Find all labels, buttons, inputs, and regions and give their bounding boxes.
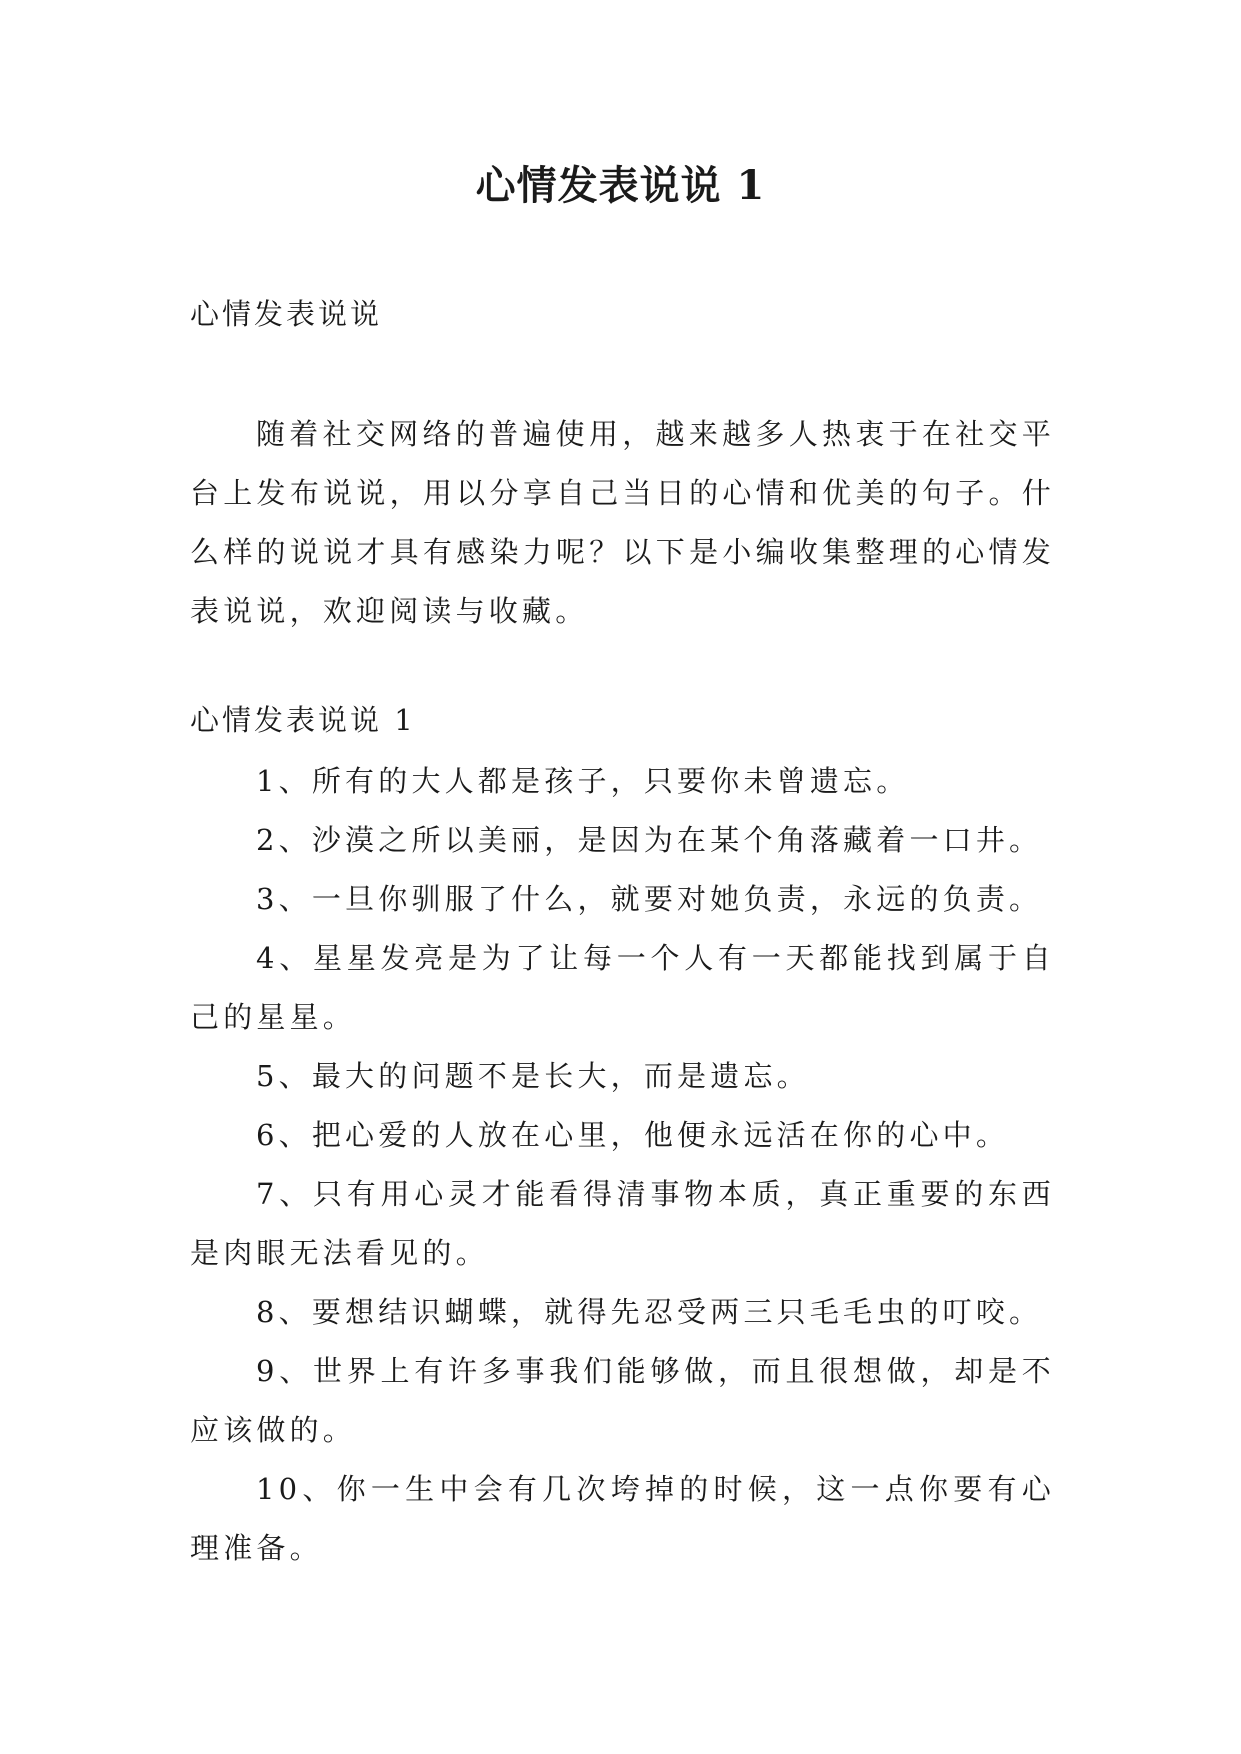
list-item: 2、沙漠之所以美丽，是因为在某个角落藏着一口井。 — [256, 823, 1043, 857]
list-item: 10、你一生中会有几次垮掉的时候，这一点你要有心理准备。 — [190, 1472, 1055, 1565]
list-item: 6、把心爱的人放在心里，他便永远活在你的心中。 — [256, 1118, 1010, 1152]
list-item: 3、一旦你驯服了什么，就要对她负责，永远的负责。 — [256, 882, 1043, 916]
list-item: 8、要想结识蝴蝶，就得先忍受两三只毛毛虫的叮咬。 — [256, 1295, 1043, 1329]
list-item: 4、星星发亮是为了让每一个人有一天都能找到属于自己的星星。 — [190, 941, 1055, 1034]
section-title: 心情发表说说 1 — [190, 703, 416, 737]
list-item: 9、世界上有许多事我们能够做，而且很想做，却是不应该做的。 — [190, 1354, 1055, 1447]
document-title: 心情发表说说 1 — [475, 162, 766, 209]
document-subtitle: 心情发表说说 — [190, 297, 383, 331]
list-item: 5、最大的问题不是长大，而是遗忘。 — [256, 1059, 810, 1093]
intro-paragraph: 随着社交网络的普遍使用，越来越多人热衷于在社交平台上发布说说，用以分享自己当日的心情和优美的句子。什么样的说说才具有感染力呢？以下是小编收集整理的心情发表说说，欢迎阅读与收藏。 — [190, 417, 1055, 628]
list-item: 7、只有用心灵才能看得清事物本质，真正重要的东西是肉眼无法看见的。 — [190, 1177, 1055, 1270]
quote-list — [190, 752, 1055, 1578]
list-item: 1、所有的大人都是孩子，只要你未曾遗忘。 — [256, 764, 910, 798]
